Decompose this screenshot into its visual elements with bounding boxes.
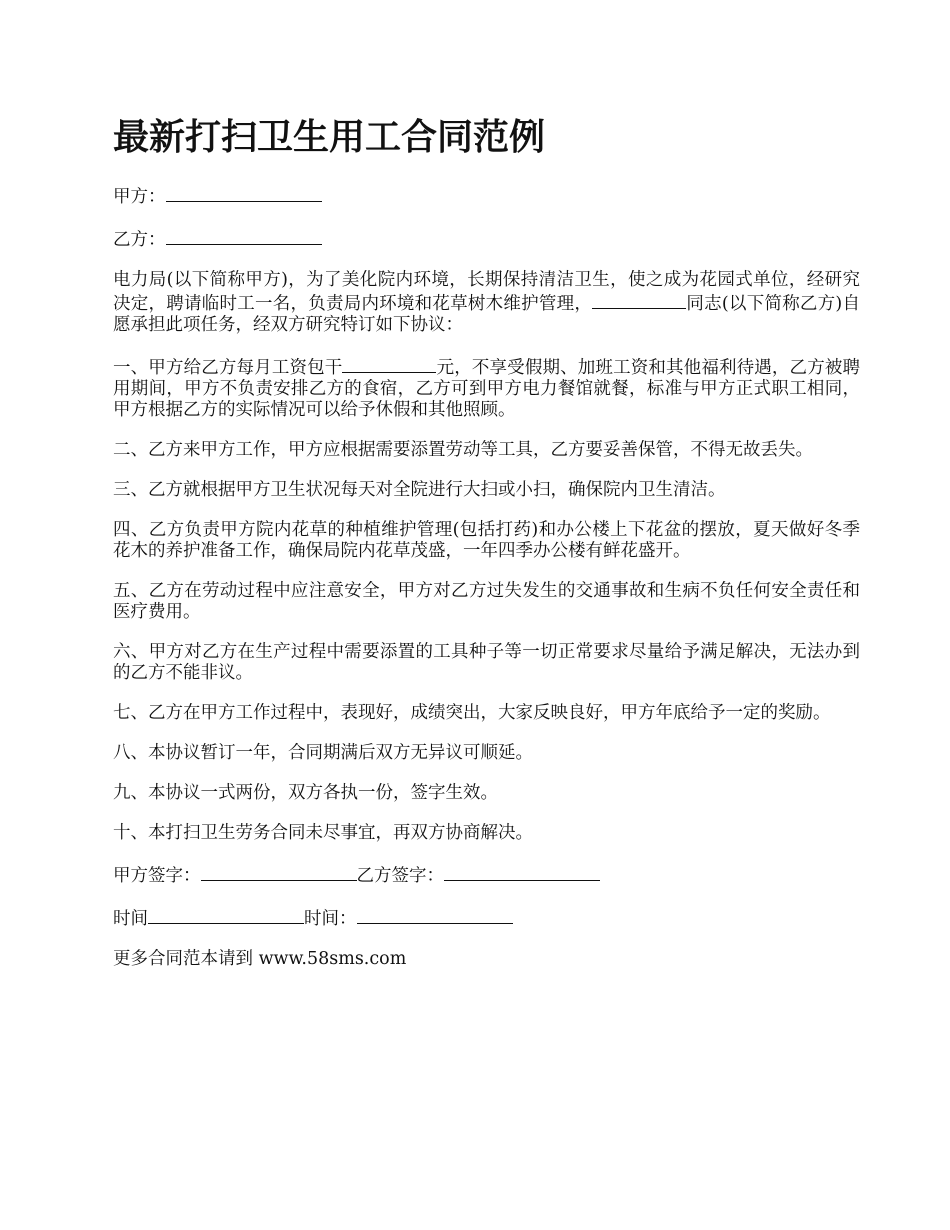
clause-8: 八、本协议暂订一年，合同期满后双方无异议可顺延。: [113, 743, 533, 763]
date-line: [113, 906, 860, 930]
signature-line: [113, 863, 860, 887]
worker-name-blank: [592, 291, 686, 309]
clause-5: 五、乙方在劳动过程中应注意安全，甲方对乙方过失发生的交通事故和生病不负任何安全责任和医疗费用。: [113, 581, 860, 622]
party-b-label: 乙方：: [113, 230, 166, 250]
time-b-label: 时间：: [304, 909, 357, 929]
party-b-line: [113, 227, 860, 251]
clause-4: 四、乙方负责甲方院内花草的种植维护管理(包括打药)和办公楼上下花盆的摆放，夏天做好冬季花木的养护准备工作，确保局院内花草茂盛，一年四季办公楼有鲜花盛开。: [113, 520, 860, 561]
footer-prefix: 更多合同范本请到: [113, 949, 259, 969]
clause-2: 二、乙方来甲方工作，甲方应根据需要添置劳动等工具，乙方要妥善保管，不得无故丢失。: [113, 440, 813, 460]
clause-7: 七、乙方在甲方工作过程中，表现好，成绩突出，大家反映良好，甲方年底给予一定的奖励。: [113, 703, 831, 723]
document-title: 最新打扫卫生用工合同范例: [113, 116, 546, 158]
sign-b-label: 乙方签字：: [356, 866, 444, 886]
intro-text-2: 同志(以下简称乙方)自愿承担此项任务，经双方研究特订如下协议：: [113, 294, 860, 335]
party-a-blank: [166, 184, 322, 202]
clause-9: 九、本协议一式两份，双方各执一份，签字生效。: [113, 783, 498, 803]
sign-a-label: 甲方签字：: [113, 866, 201, 886]
intro-paragraph: [113, 270, 860, 336]
time-a-label: 时间: [113, 909, 148, 929]
clause-1-text-b: 元，不享受假期、加班工资和其他福利待遇，乙方被聘用期间，甲方不负责安排乙方的食宿，乙方可到甲方电力餐馆就餐，标准与甲方正式职工相同，甲方根据乙方的实际情况可以给予休假和其他照顾。: [113, 358, 861, 420]
party-a-line: [113, 184, 860, 208]
sign-b-blank: [444, 863, 600, 881]
footer-url-link[interactable]: www.58sms.com: [258, 949, 407, 969]
clause-1-text-a: 一、甲方给乙方每月工资包干: [113, 358, 343, 378]
sign-a-blank: [201, 863, 357, 881]
party-a-label: 甲方：: [113, 187, 166, 207]
intro-text-1: 电力局(以下简称甲方)，为了美化院内环境，长期保持清洁卫生，使之成为花园式单位，经研究决定，聘请临时工一名，负责局内环境和花草树木维护管理，: [113, 270, 860, 314]
time-b-blank: [357, 906, 513, 924]
salary-blank: [342, 355, 436, 373]
clause-10: 十、本打扫卫生劳务合同未尽事宜，再双方协商解决。: [113, 823, 533, 843]
time-a-blank: [148, 906, 304, 924]
clause-1: [113, 355, 860, 421]
footer-line: [113, 949, 860, 970]
clause-6: 六、甲方对乙方在生产过程中需要添置的工具种子等一切正常要求尽量给予满足解决，无法办到的乙方不能非议。: [113, 642, 860, 683]
party-b-blank: [166, 227, 322, 245]
clause-3: 三、乙方就根据甲方卫生状况每天对全院进行大扫或小扫，确保院内卫生清洁。: [113, 480, 726, 500]
